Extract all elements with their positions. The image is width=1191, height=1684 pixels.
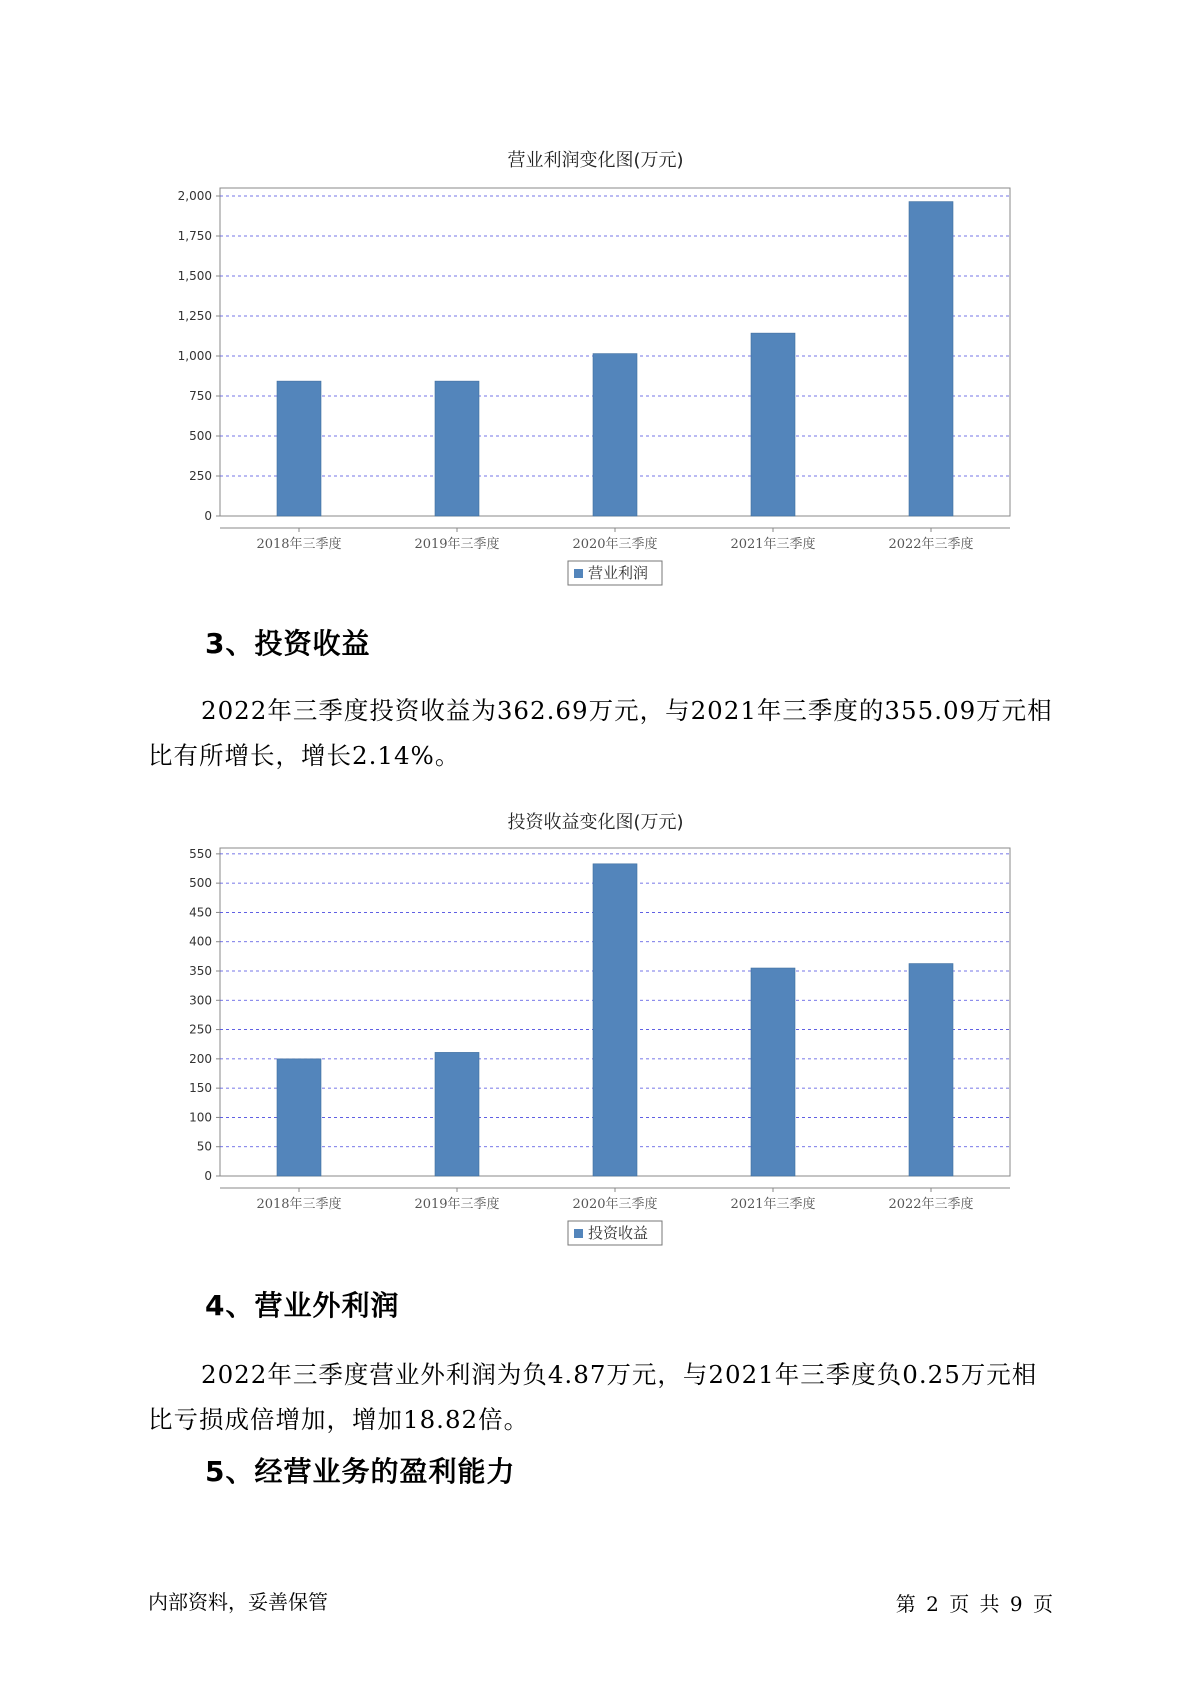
chart-2-xtick-label: 2020年三季度 — [572, 1197, 658, 1212]
chart-2-bar — [277, 1059, 321, 1176]
chart-2-xtick-label: 2018年三季度 — [256, 1197, 342, 1212]
chart-1-bar — [435, 381, 479, 516]
section-5-heading: 5、经营业务的盈利能力 — [205, 1455, 516, 1488]
chart-2-ytick-label: 250 — [189, 1022, 212, 1037]
chart-2-title: 投资收益变化图(万元) — [507, 812, 684, 833]
chart-1-legend-swatch — [574, 569, 583, 578]
chart-1-bar — [909, 202, 953, 516]
chart-1-ytick-label: 2,000 — [177, 189, 212, 203]
operating-profit-chart — [160, 180, 1030, 600]
chart-1-ytick-label: 1,250 — [177, 309, 212, 323]
section-4-heading: 4、营业外利润 — [205, 1289, 400, 1322]
footer-page-number: 第 2 页 共 9 页 — [895, 1592, 1053, 1616]
chart-2-ytick-label: 0 — [204, 1169, 212, 1183]
chart-1-title: 营业利润变化图(万元) — [507, 150, 684, 171]
chart-1-bar — [277, 381, 321, 516]
chart-1-xtick-label: 2021年三季度 — [730, 537, 816, 552]
chart-1-legend-label: 营业利润 — [588, 564, 649, 582]
chart-1-ytick-label: 250 — [189, 469, 212, 483]
chart-1-ytick-label: 750 — [189, 389, 212, 403]
chart-2-ytick-label: 200 — [189, 1051, 212, 1066]
chart-1-ytick-label: 500 — [189, 429, 212, 443]
footer-confidential-note: 内部资料，妥善保管 — [148, 1590, 328, 1614]
chart-2-legend-label: 投资收益 — [588, 1224, 649, 1242]
investment-income-chart — [160, 840, 1030, 1260]
chart-2-xtick-label: 2022年三季度 — [888, 1197, 974, 1212]
chart-2-ytick-label: 350 — [189, 964, 212, 978]
section-3-text: 2022年三季度投资收益为362.69万元，与2021年三季度的355.09万元相比有所增长，增长2.14%。 — [148, 696, 1053, 770]
section-3-heading: 3、投资收益 — [205, 627, 371, 660]
chart-2-ytick-label: 300 — [189, 993, 212, 1008]
chart-2-bar — [909, 964, 953, 1176]
chart-1-xtick-label: 2019年三季度 — [414, 537, 500, 552]
chart-2-ytick-label: 150 — [189, 1081, 212, 1096]
chart-2-bar — [751, 968, 795, 1176]
chart-1-bar — [593, 354, 637, 516]
chart-1-bar — [751, 333, 795, 516]
chart-1-xtick-label: 2020年三季度 — [572, 537, 658, 552]
chart-2-ytick-label: 450 — [189, 905, 212, 920]
chart-2-ytick-label: 550 — [189, 846, 212, 861]
section-4-text: 2022年三季度营业外利润为负4.87万元，与2021年三季度负0.25万元相比亏损成倍增加，增加18.82倍。 — [148, 1360, 1038, 1434]
chart-2-bar — [593, 864, 637, 1176]
chart-2-ytick-label: 400 — [189, 934, 212, 949]
chart-2-bar — [435, 1052, 479, 1176]
chart-2-ytick-label: 500 — [189, 876, 212, 891]
chart-1-ytick-label: 1,500 — [177, 269, 212, 283]
chart-1-ytick-label: 1,750 — [177, 229, 212, 243]
chart-1-xtick-label: 2022年三季度 — [888, 537, 974, 552]
chart-2-legend-swatch — [574, 1229, 583, 1238]
chart-2-ytick-label: 50 — [196, 1139, 212, 1154]
chart-2-xtick-label: 2019年三季度 — [414, 1197, 500, 1212]
chart-2-xtick-label: 2021年三季度 — [730, 1197, 816, 1212]
chart-1-ytick-label: 0 — [204, 509, 212, 523]
chart-1-ytick-label: 1,000 — [177, 349, 212, 363]
chart-2-ytick-label: 100 — [189, 1110, 212, 1125]
chart-1-xtick-label: 2018年三季度 — [256, 537, 342, 552]
